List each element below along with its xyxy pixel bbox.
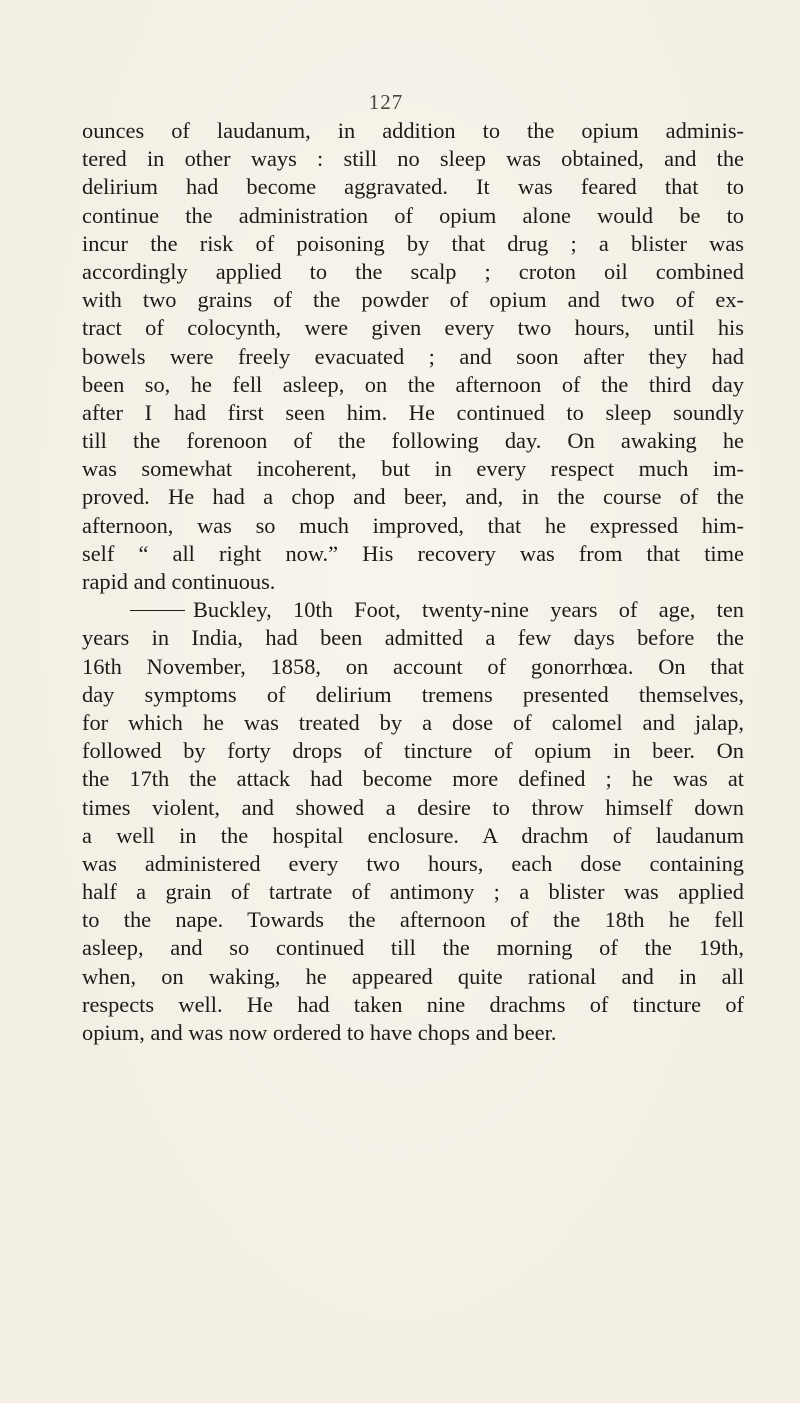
paragraph-end-line: rapid and continuous. <box>82 569 276 594</box>
text-line: proved. He had a chop and beer, and, in the course of the <box>82 484 744 510</box>
paragraph-end-line: opium, and was now ordered to have chops and beer. <box>82 1020 557 1045</box>
text-line: bowels were freely evacuated ; and soon after they had <box>82 343 744 369</box>
body-text <box>82 117 744 1047</box>
text-line: delirium had become aggravated. It was feared that to <box>82 174 744 200</box>
text-line: for which he was treated by a dose of calomel and jalap, <box>82 709 744 735</box>
text-line: accordingly applied to the scalp ; croton oil combined <box>82 258 744 284</box>
text-line: been so, he fell asleep, on the afternoon of the third day <box>82 371 744 397</box>
text-line: asleep, and so continued till the morning of the 19th, <box>82 935 744 961</box>
text-line: when, on waking, he appeared quite rational and in all <box>82 963 744 989</box>
text-line: half a grain of tartrate of antimony ; a blister was applied <box>82 879 744 905</box>
text-line: incur the risk of poisoning by that drug ; a blister was <box>82 230 744 256</box>
text-line: continue the administration of opium alone would be to <box>82 202 744 228</box>
text-line: years in India, had been admitted a few days before the <box>82 625 744 651</box>
text-line: the 17th the attack had become more defined ; he was at <box>82 766 744 792</box>
text-line: respects well. He had taken nine drachms of tincture of <box>82 991 744 1017</box>
text-line: was somewhat incoherent, but in every respect much im- <box>82 456 744 482</box>
text-line: times violent, and showed a desire to throw himself down <box>82 794 744 820</box>
text-line: with two grains of the powder of opium and two of ex- <box>82 287 744 313</box>
text-line: tered in other ways : still no sleep was obtained, and the <box>82 146 744 172</box>
text-line: self “ all right now.” His recovery was from that time <box>82 540 744 566</box>
text-line: was administered every two hours, each dose containing <box>82 850 744 876</box>
text-line: to the nape. Towards the afternoon of the 18th he fell <box>82 907 744 933</box>
text-line: till the forenoon of the following day. On awaking he <box>82 428 744 454</box>
text-line: tract of colocynth, were given every two hours, until his <box>82 315 744 341</box>
page-number: 127 <box>368 90 404 114</box>
text-line: afternoon, was so much improved, that he expressed him- <box>82 512 744 538</box>
text-line: after I had first seen him. He continued to sleep soundly <box>82 399 744 425</box>
text-line: day symptoms of delirium tremens presented themselves, <box>82 681 744 707</box>
text-line: ounces of laudanum, in addition to the opium adminis- <box>82 118 744 143</box>
case-heading-line <box>82 596 744 624</box>
text-line: followed by forty drops of tincture of opium in beer. On <box>82 738 744 764</box>
text-line: a well in the hospital enclosure. A drachm of laudanum <box>82 822 744 848</box>
name-dash <box>130 610 185 611</box>
text-line: 16th November, 1858, on account of gonorrhœa. On that <box>82 653 744 679</box>
text-line: Buckley, 10th Foot, twenty-nine years of age, ten <box>193 597 744 623</box>
